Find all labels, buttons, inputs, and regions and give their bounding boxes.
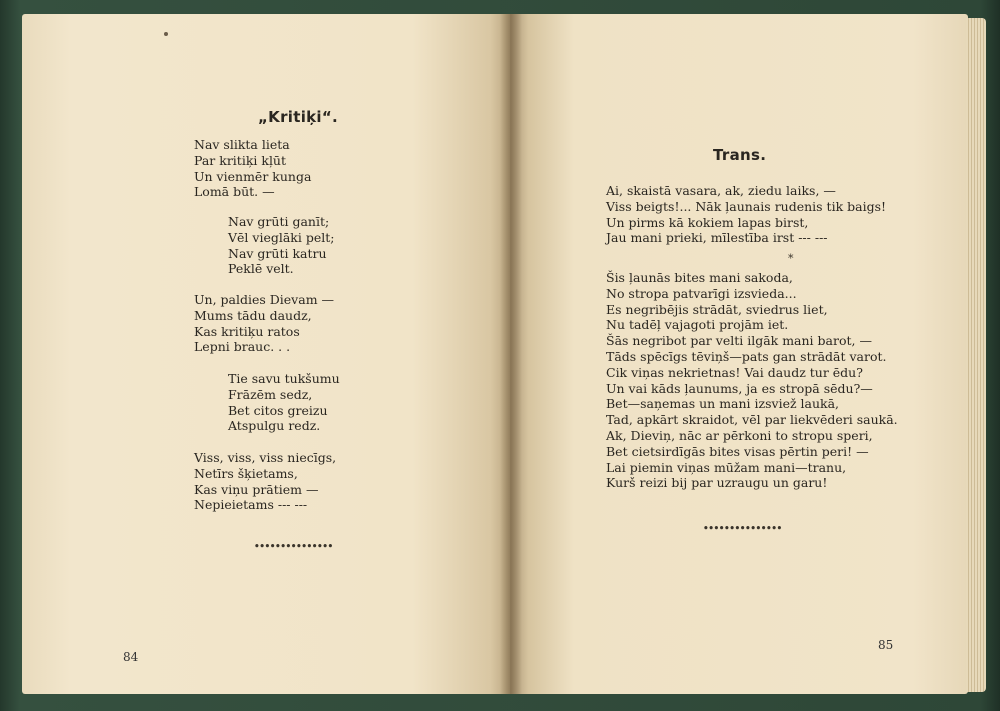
poem-line: Peklē velt.: [228, 261, 294, 277]
poem-line: Frāzēm sedz,: [228, 386, 313, 402]
page-number: 85: [878, 638, 894, 652]
poem-line: Lepni brauc. . .: [194, 339, 291, 355]
end-ornament: •••••••••••••••: [254, 542, 333, 552]
ink-speck: [164, 32, 168, 36]
end-ornament: •••••••••••••••: [703, 524, 782, 534]
page-number: 84: [123, 650, 139, 664]
poem-title-kritiki: „Kritiķi“.: [258, 108, 339, 126]
poem-line: Tad, apkārt skraidot, vēl par liekvēderi saukā.: [606, 412, 898, 428]
poem-title-trans: Trans.: [713, 146, 767, 164]
poem-line: Lomā būt. —: [194, 184, 275, 200]
poem-line: Atspulgu redz.: [228, 418, 321, 434]
poem-line: No stropa patvarīgi izsvieda...: [606, 285, 797, 301]
page-edges: [966, 18, 986, 692]
right-page: [510, 14, 968, 694]
poem-line: Nav grūti ganīt;: [228, 214, 330, 229]
stanza: [228, 371, 340, 434]
stanza: [194, 292, 334, 355]
poem-line: Es negribējis strādāt, sviedrus liet,: [606, 301, 828, 317]
poem-line: Nu tadēļ vajagoti projām iet.: [606, 317, 789, 333]
stanza: [194, 137, 311, 200]
poem-line: Nepieietams --- ---: [194, 497, 308, 513]
poem-line: Un vienmēr kunga: [194, 168, 312, 184]
poem-line: Ak, Dieviņ, nāc ar pērkoni to stropu speri,: [606, 427, 873, 443]
book-spine: [500, 14, 522, 694]
poem-line: Kas viņu prātiem —: [194, 481, 319, 497]
stanza: [228, 214, 334, 277]
poem-line: Cik viņas nekrietnas! Vai daudz tur ēdu?: [606, 364, 863, 380]
left-page: [22, 14, 510, 694]
poem-line: Ai, skaistā vasara, ak, ziedu laiks, —: [606, 183, 836, 198]
stanza: [194, 450, 336, 513]
poem-line: Nav slikta lieta: [194, 137, 290, 152]
poem-line: Bet cietsirdīgās bites visas pērtin peri! —: [606, 443, 869, 459]
stanza-separator: *: [788, 252, 794, 265]
poem-line: Jau mani prieki, mīlestība irst --- ---: [606, 230, 828, 246]
poem-line: Kurš reizi bij par uzraugu un garu!: [606, 475, 828, 491]
poem-line: Šās negribot par velti ilgāk mani barot, —: [606, 333, 872, 349]
poem-line: Tāds spēcīgs tēviņš—pats gan strādāt varot.: [606, 348, 887, 364]
poem-line: Kas kritiķu ratos: [194, 323, 300, 339]
poem-line: Un, paldies Dievam —: [194, 292, 335, 307]
poem-line: Un vai kāds ļaunums, ja es stropā sēdu?—: [606, 380, 873, 396]
stanza: [606, 270, 898, 491]
poem-line: Viss, viss, viss niecīgs,: [194, 450, 337, 465]
poem-line: Lai piemin viņas mūžam mani—tranu,: [606, 459, 847, 475]
poem-line: Un pirms kā kokiem lapas birst,: [606, 214, 809, 230]
poem-line: Netīrs šķietams,: [194, 465, 298, 481]
poem-line: Mums tādu daudz,: [194, 307, 312, 323]
poem-line: Viss beigts!... Nāk ļaunais rudenis tik baigs!: [606, 198, 887, 214]
poem-line: Bet citos greizu: [228, 402, 328, 418]
poem-line: Šis ļaunās bites mani sakoda,: [606, 270, 793, 285]
poem-line: Vēl vieglāki pelt;: [228, 229, 335, 245]
poem-line: Par kritiķi kļūt: [194, 152, 287, 168]
poem-line: Bet—saņemas un mani izsviež laukā,: [606, 396, 840, 412]
poem-line: Tie savu tukšumu: [228, 371, 340, 386]
stanza: [606, 183, 886, 246]
poem-line: Nav grūti katru: [228, 245, 327, 261]
